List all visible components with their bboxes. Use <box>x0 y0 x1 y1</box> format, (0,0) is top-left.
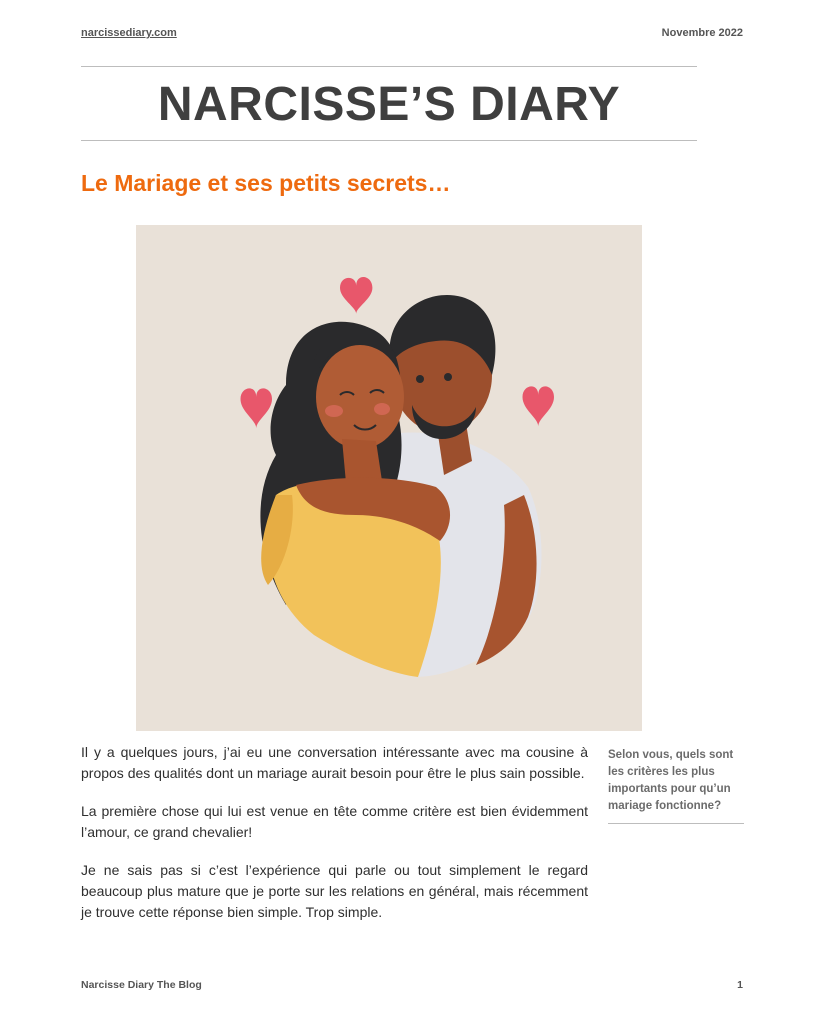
footer-page-number: 1 <box>737 979 743 991</box>
masthead-bottom-rule <box>81 140 697 141</box>
couple-illustration-icon <box>136 225 642 731</box>
heart-icon-left <box>241 388 273 428</box>
heart-icon-right <box>523 386 555 426</box>
article-paragraph-3: Je ne sais pas si c’est l’expérience qui parle ou tout simplement le regard beaucoup plus mature que je porte sur les relations en général, mais récemment je trouve cette réponse bien simple. Trop simple. <box>81 862 588 920</box>
heart-icon-top <box>340 277 372 314</box>
article-headline: Le Mariage et ses petits secrets… <box>81 170 451 196</box>
article-paragraph-2: La première chose qui lui est venue en tête comme critère est bien évidemment l’amour, ce grand chevalier! <box>81 803 588 840</box>
sidebar-question: Selon vous, quels sont les critères les plus importants pour qu’un mariage fonctionne? <box>608 747 744 824</box>
issue-date: Novembre 2022 <box>661 27 743 39</box>
article-paragraph-1: Il y a quelques jours, j’ai eu une conversation intéressante avec ma cousine à propos des qualités dont un mariage aurait besoin pour être le plus sain possible. <box>81 744 588 781</box>
article-body <box>81 742 588 940</box>
site-url-link[interactable]: narcissediary.com <box>81 27 177 39</box>
masthead-title: NARCISSE’S DIARY <box>157 78 621 131</box>
footer-blog-name: Narcisse Diary The Blog <box>81 979 202 991</box>
masthead-top-rule <box>81 66 697 67</box>
couple-illustration <box>136 225 642 731</box>
